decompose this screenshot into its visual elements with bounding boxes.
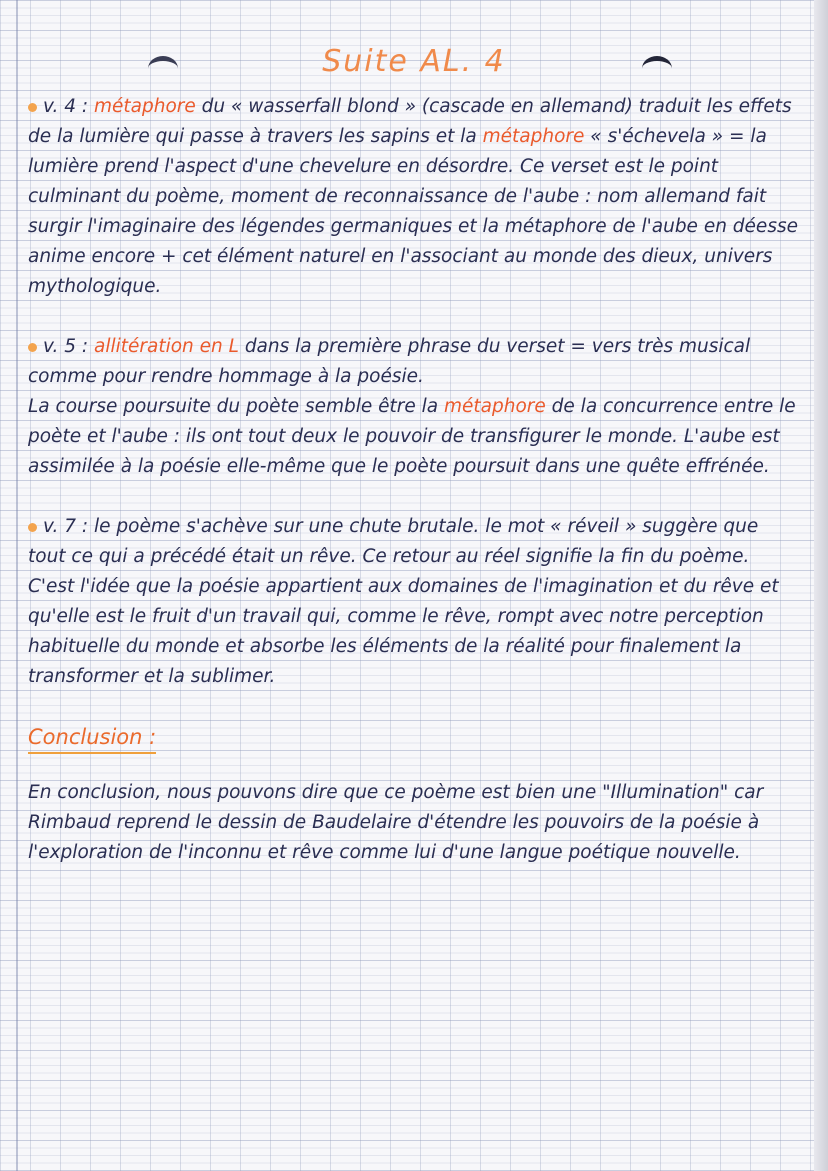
highlight-term: métaphore [444,396,546,417]
section-text: « s'échevela » = la lumière prend l'aspect d'une chevelure en désordre. Ce verset est le point culminant du poème, moment de reconnaissance de l'aube : nom allemand fait surgir l'imaginaire des légendes germaniques et la métaphore de l'aube en déesse anime encore + cet élément naturel en l'associant au monde des dieux, univers mythologique. [28,126,798,297]
notes-content [28,92,798,898]
conclusion-heading: Conclusion : [28,722,156,754]
section-v5 [28,332,798,482]
section-marker: v. 5 : [43,336,89,357]
bullet-icon [28,343,37,352]
page-edge [814,0,828,1171]
section-v4 [28,92,798,302]
section-marker: v. 4 : [43,96,89,117]
section-marker: v. 7 : [43,516,89,537]
section-text: La course poursuite du poète semble être la [28,396,445,417]
section-text: le poème s'achève sur une chute brutale. le mot « réveil » suggère que tout ce qui a précédé était un rêve. Ce retour au réel signifie la fin du poème. C'est l'idée que la poésie appartient aux domaines de l'imagination et du rêve et qu'elle est le fruit d'un travail qui, comme le rêve, rompt avec notre perception habituelle du monde et absorbe les éléments de la réalité pour finalement la transformer et la sublimer. [28,516,779,687]
section-v7 [28,512,798,692]
bullet-icon [28,103,37,112]
margin-line [16,0,18,1171]
highlight-term: métaphore [93,96,196,117]
highlight-term: allitération en L [93,336,239,357]
bullet-icon [28,523,37,532]
highlight-term: métaphore [482,126,585,147]
page-title: Suite AL. 4 [322,44,506,79]
section-text: du « wasserfall blond » (cascade en allemand) traduit les effets de la lumière qui passe à travers les sapins et la [28,96,792,147]
section-text: de la concurrence entre le poète et l'aube : ils ont tout deux le pouvoir de transfigurer le monde. L'aube est assimilée à la poésie elle-même que le poète poursuit dans une quête effrénée. [28,396,796,477]
conclusion-text: En conclusion, nous pouvons dire que ce poème est bien une "Illumination" car Rimbaud reprend le dessin de Baudelaire d'étendre les pouvoirs de la poésie à l'exploration de l'inconnu et rêve comme lui d'une langue poétique nouvelle. [28,782,764,863]
section-text: dans la première phrase du verset = vers très musical comme pour rendre hommage à la poésie. [28,336,751,387]
